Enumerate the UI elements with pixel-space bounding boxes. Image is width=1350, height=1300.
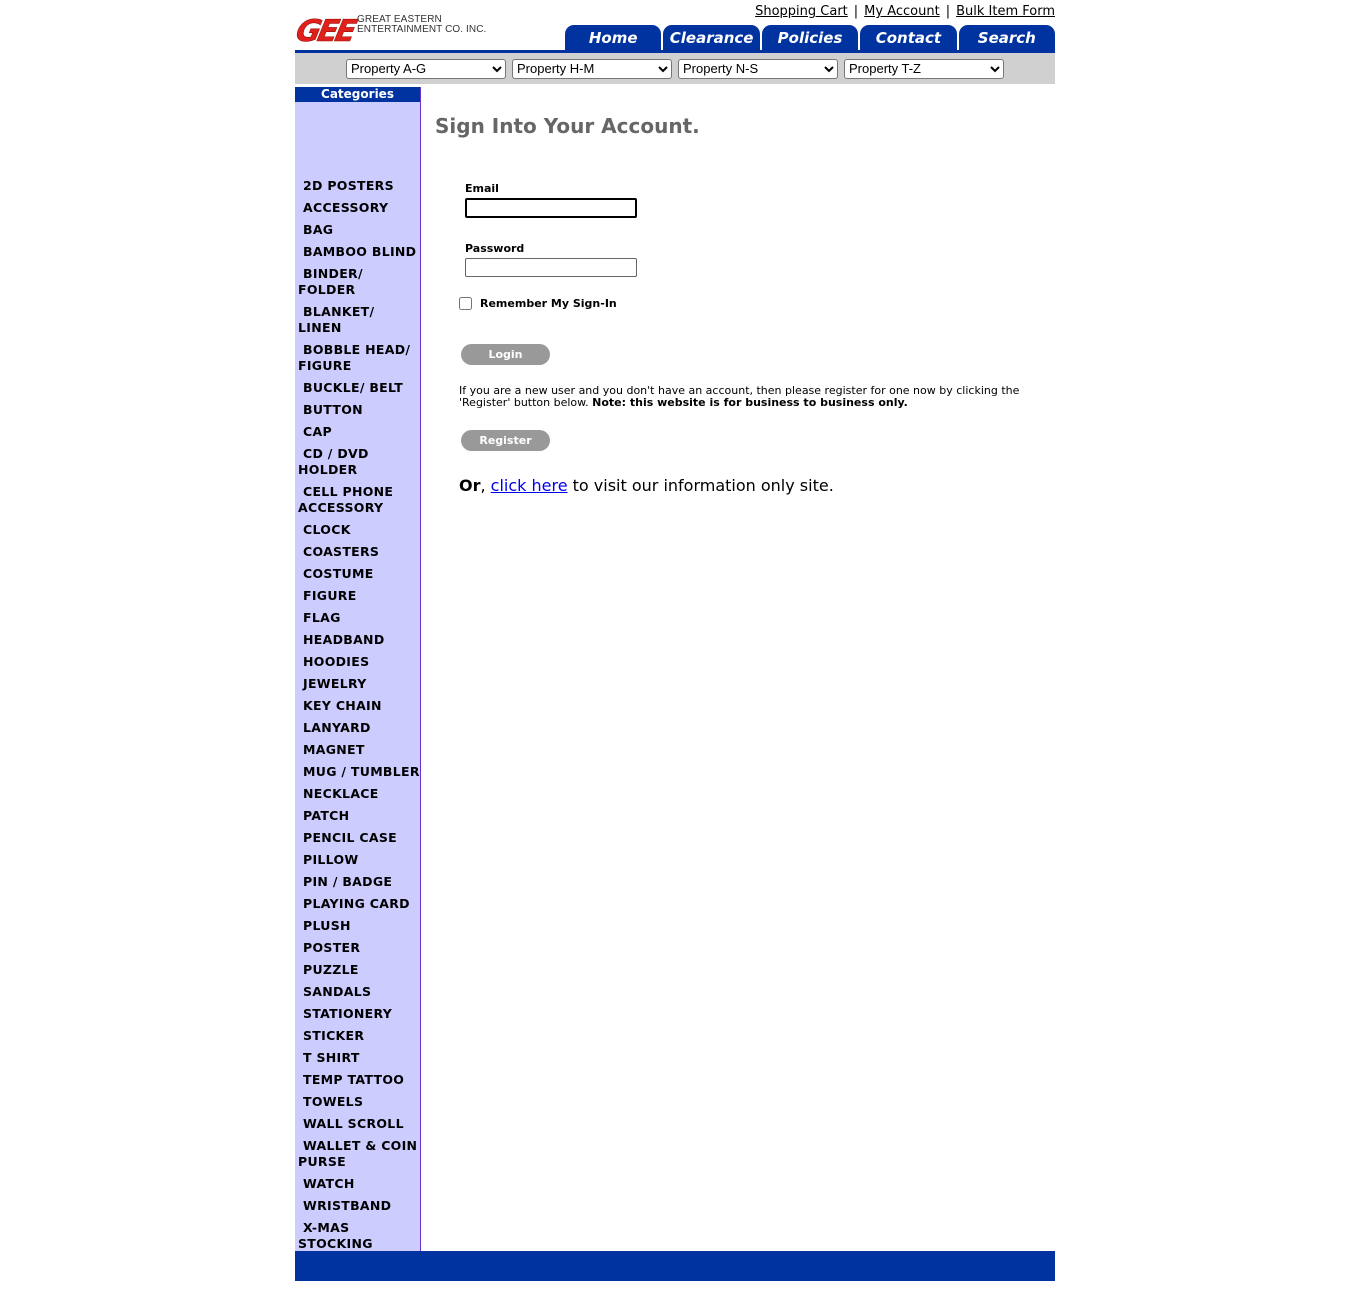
categories-header: Categories — [295, 87, 420, 102]
sign-in-form — [459, 182, 1055, 495]
or-comma: , — [480, 475, 491, 495]
remember-row — [459, 297, 1055, 310]
sidebar-item-category[interactable]: WATCH — [303, 1176, 355, 1191]
sidebar-item-category[interactable]: PILLOW — [303, 852, 359, 867]
sidebar-item-category[interactable]: X-MAS STOCKING — [298, 1220, 373, 1251]
property-h-m-select[interactable] — [512, 59, 672, 79]
sidebar-item-category[interactable]: PATCH — [303, 808, 350, 823]
content — [421, 87, 1055, 1255]
email-field[interactable] — [465, 198, 637, 218]
sidebar-item-category[interactable]: COASTERS — [303, 544, 380, 559]
sidebar-item-category[interactable]: LANYARD — [303, 720, 371, 735]
sidebar-item-category[interactable]: JEWELRY — [303, 676, 367, 691]
property-a-g-select[interactable] — [346, 59, 506, 79]
remember-checkbox[interactable] — [459, 297, 472, 310]
sidebar-item-category[interactable]: WRISTBAND — [303, 1198, 392, 1213]
tab-home[interactable]: Home — [565, 25, 661, 52]
tab-contact[interactable]: Contact — [860, 25, 956, 52]
sidebar-item-category[interactable]: PENCIL CASE — [303, 830, 397, 845]
sidebar-item-category[interactable]: WALL SCROLL — [303, 1116, 404, 1131]
sidebar-item-category[interactable]: STICKER — [303, 1028, 365, 1043]
remember-label: Remember My Sign-In — [480, 296, 617, 310]
top-links — [755, 4, 1055, 19]
or-rest: to visit our information only site. — [567, 475, 834, 495]
property-t-z-select[interactable] — [844, 59, 1004, 79]
sidebar-item-category[interactable]: BUCKLE/ BELT — [303, 380, 404, 395]
password-field[interactable] — [465, 258, 637, 277]
sidebar-item-category[interactable]: WALLET & COIN PURSE — [298, 1138, 418, 1169]
sidebar-item-category[interactable]: 2D POSTERS — [303, 178, 394, 193]
link-separator: | — [853, 4, 859, 19]
svg-text:GEE: GEE — [292, 14, 357, 49]
sidebar-item-category[interactable]: PUZZLE — [303, 962, 359, 977]
sidebar-item-category[interactable]: FLAG — [303, 610, 341, 625]
bulk-item-form-link[interactable]: Bulk Item Form — [956, 4, 1055, 19]
sidebar-item-category[interactable]: NECKLACE — [303, 786, 379, 801]
sidebar-item-category[interactable]: CELL PHONE ACCESSORY — [298, 484, 394, 515]
property-n-s-select[interactable] — [678, 59, 838, 79]
sidebar-item-category[interactable]: PLUSH — [303, 918, 351, 933]
tab-clearance[interactable]: Clearance — [663, 25, 759, 52]
tab-policies[interactable]: Policies — [762, 25, 858, 52]
shopping-cart-link[interactable]: Shopping Cart — [755, 4, 848, 19]
sidebar-item-category[interactable]: BAG — [303, 222, 334, 237]
sidebar-item-category[interactable]: FIGURE — [303, 588, 357, 603]
register-info-text — [459, 385, 1039, 409]
logo-text-line2: ENTERTAINMENT CO. INC. — [357, 24, 487, 35]
sidebar-item-category[interactable]: BINDER/ FOLDER — [298, 266, 363, 297]
sidebar-item-category[interactable]: HEADBAND — [303, 632, 385, 647]
sidebar-item-category[interactable]: CD / DVD HOLDER — [298, 446, 369, 477]
info-site-line — [459, 476, 1055, 495]
sidebar-item-category[interactable]: SANDALS — [303, 984, 372, 999]
sidebar-item-category[interactable]: PIN / BADGE — [303, 874, 393, 889]
email-label: Email — [465, 182, 499, 195]
sidebar-item-category[interactable]: CLOCK — [303, 522, 351, 537]
header — [292, 0, 1055, 52]
gee-logo-icon — [292, 6, 357, 49]
sidebar-item-category[interactable]: ACCESSORY — [303, 200, 389, 215]
tab-search[interactable]: Search — [959, 25, 1055, 52]
sidebar-item-category[interactable]: COSTUME — [303, 566, 374, 581]
sidebar-item-category[interactable]: BOBBLE HEAD/ FIGURE — [298, 342, 411, 373]
login-button[interactable]: Login — [461, 344, 550, 365]
sidebar-item-category[interactable]: KEY CHAIN — [303, 698, 382, 713]
categories-sidebar — [295, 87, 421, 1255]
property-filter-bar — [295, 52, 1055, 84]
sidebar-item-category[interactable]: MUG / TUMBLER — [303, 764, 420, 779]
business-note: Note: this website is for business to business only. — [592, 395, 908, 409]
sidebar-item-category[interactable]: HOODIES — [303, 654, 370, 669]
sidebar-item-category[interactable]: BLANKET/ LINEN — [298, 304, 375, 335]
logo-text-line1: GREAT EASTERN — [357, 14, 442, 25]
sidebar-item-category[interactable]: T SHIRT — [303, 1050, 360, 1065]
sidebar-item-category[interactable]: BUTTON — [303, 402, 363, 417]
or-text: Or — [459, 475, 481, 495]
sidebar-item-category[interactable]: PLAYING CARD — [303, 896, 410, 911]
sidebar-item-category[interactable]: STATIONERY — [303, 1006, 393, 1021]
sidebar-item-category[interactable]: POSTER — [303, 940, 361, 955]
sidebar-item-category[interactable]: CAP — [303, 424, 332, 439]
sidebar-item-category[interactable]: BAMBOO BLIND — [303, 244, 417, 259]
info-site-link[interactable]: click here — [490, 475, 568, 495]
sidebar-item-category[interactable]: MAGNET — [303, 742, 365, 757]
sidebar-item-category[interactable]: TEMP TATTOO — [303, 1072, 405, 1087]
main-area — [295, 87, 1055, 1255]
register-button[interactable]: Register — [461, 430, 550, 451]
footer-bar — [295, 1251, 1055, 1281]
link-separator: | — [945, 4, 951, 19]
category-list — [295, 102, 420, 1255]
main-nav-tabs — [565, 25, 1055, 52]
password-block — [465, 242, 1055, 277]
info-text-body: If you are a new user and you don't have an account, then please register for one now by clicking the 'Register' button below. — [459, 383, 1020, 409]
sidebar-item-category[interactable]: TOWELS — [303, 1094, 364, 1109]
nav-underline — [295, 50, 1055, 53]
my-account-link[interactable]: My Account — [864, 4, 940, 19]
page — [292, 0, 1055, 1255]
password-label: Password — [465, 241, 525, 255]
page-title: Sign Into Your Account. — [435, 114, 700, 138]
